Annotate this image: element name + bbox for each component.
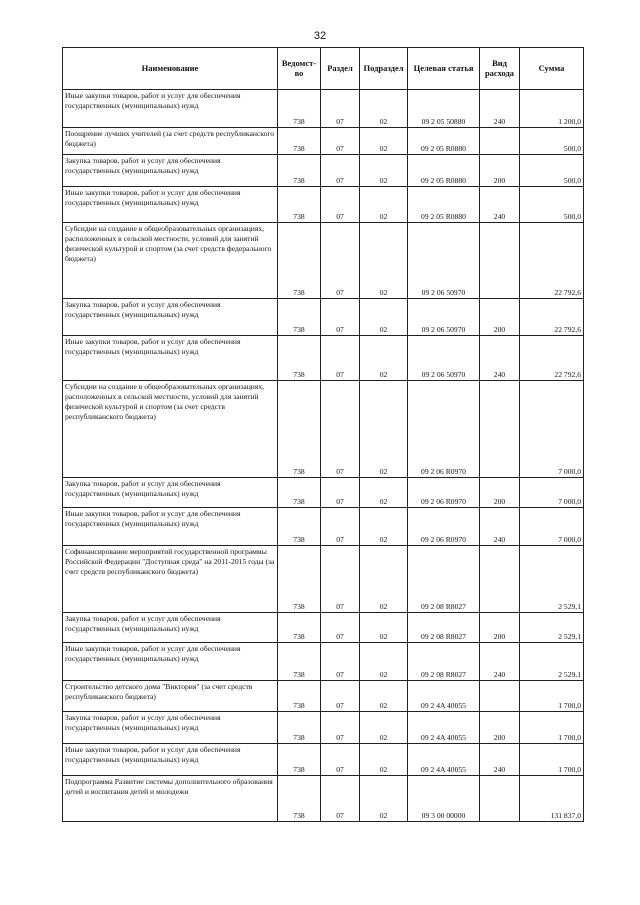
- table-row: [63, 744, 584, 776]
- row-sum: 1 700,0: [520, 744, 584, 776]
- row-sum: 7 000,0: [520, 381, 584, 478]
- row-subsection: 02: [360, 381, 408, 478]
- row-type: 200: [480, 299, 520, 336]
- row-dept: 738: [278, 223, 321, 299]
- row-dept: 738: [278, 381, 321, 478]
- row-section: 07: [321, 187, 360, 223]
- row-section: 07: [321, 744, 360, 776]
- row-type: [480, 381, 520, 478]
- header-name: Наименование: [63, 48, 278, 90]
- row-type: [480, 546, 520, 613]
- row-target: 09 3 00 00000: [408, 776, 480, 822]
- row-target: 09 2 06 50970: [408, 299, 480, 336]
- row-name: Иные закупки товаров, работ и услуг для обеспечения государственных (муниципальных) нужд: [63, 643, 278, 681]
- row-section: 07: [321, 508, 360, 546]
- row-subsection: 02: [360, 546, 408, 613]
- row-target: 09 2 06 50970: [408, 223, 480, 299]
- table-row: [63, 643, 584, 681]
- row-subsection: 02: [360, 478, 408, 508]
- row-dept: 738: [278, 299, 321, 336]
- row-type: 240: [480, 643, 520, 681]
- row-sum: 500,0: [520, 155, 584, 187]
- row-dept: 738: [278, 155, 321, 187]
- row-type: 200: [480, 478, 520, 508]
- row-name: Поощрение лучших учителей (за счет средств республиканского бюджета): [63, 128, 278, 155]
- row-dept: 738: [278, 712, 321, 744]
- row-sum: 7 000,0: [520, 508, 584, 546]
- row-name: Субсидии на создание в общеобразовательных организациях, расположенных в сельской местности, условий для занятий физической культурой и спортом (за счет средств федерального бюджета): [63, 223, 278, 299]
- table-row: [63, 223, 584, 299]
- row-type: 200: [480, 155, 520, 187]
- row-section: 07: [321, 155, 360, 187]
- row-subsection: 02: [360, 712, 408, 744]
- row-target: 09 2 08 R8027: [408, 546, 480, 613]
- row-sum: 500,0: [520, 128, 584, 155]
- row-target: 09 2 06 R0970: [408, 478, 480, 508]
- row-type: [480, 128, 520, 155]
- table-row: [63, 155, 584, 187]
- header-section: Раздел: [321, 48, 360, 90]
- row-target: 09 2 06 R0970: [408, 508, 480, 546]
- row-name: Закупка товаров, работ и услуг для обеспечения государственных (муниципальных) нужд: [63, 155, 278, 187]
- row-name: Иные закупки товаров, работ и услуг для обеспечения государственных (муниципальных) нужд: [63, 90, 278, 128]
- row-target: 09 2 06 50970: [408, 336, 480, 381]
- table-row: [63, 681, 584, 712]
- row-sum: 22 792,6: [520, 299, 584, 336]
- row-dept: 738: [278, 546, 321, 613]
- row-subsection: 02: [360, 336, 408, 381]
- row-name: Закупка товаров, работ и услуг для обеспечения государственных (муниципальных) нужд: [63, 478, 278, 508]
- table-row: [63, 187, 584, 223]
- row-type: 200: [480, 613, 520, 643]
- row-sum: 1 700,0: [520, 712, 584, 744]
- header-dept: Ведомст-во: [278, 48, 321, 90]
- row-target: 09 2 4A 40055: [408, 712, 480, 744]
- row-sum: 1 700,0: [520, 681, 584, 712]
- row-subsection: 02: [360, 128, 408, 155]
- row-type: [480, 223, 520, 299]
- row-subsection: 02: [360, 744, 408, 776]
- table-row: [63, 478, 584, 508]
- row-section: 07: [321, 643, 360, 681]
- row-subsection: 02: [360, 508, 408, 546]
- row-section: 07: [321, 712, 360, 744]
- table-row: [63, 613, 584, 643]
- row-name: Иные закупки товаров, работ и услуг для обеспечения государственных (муниципальных) нужд: [63, 744, 278, 776]
- table-row: [63, 776, 584, 822]
- header-subsection: Подраздел: [360, 48, 408, 90]
- header-sum: Сумма: [520, 48, 584, 90]
- row-subsection: 02: [360, 613, 408, 643]
- row-name: Закупка товаров, работ и услуг для обеспечения государственных (муниципальных) нужд: [63, 299, 278, 336]
- row-name: Софинансирование мероприятий государственной программы Российской Федерации "Доступная среда" на 2011-2015 годы (за счет средств республиканского бюджета): [63, 546, 278, 613]
- row-subsection: 02: [360, 643, 408, 681]
- row-dept: 738: [278, 776, 321, 822]
- row-type: 240: [480, 508, 520, 546]
- row-dept: 738: [278, 643, 321, 681]
- row-sum: 500,0: [520, 187, 584, 223]
- row-target: 09 2 05 50880: [408, 90, 480, 128]
- row-dept: 738: [278, 613, 321, 643]
- row-type: 240: [480, 744, 520, 776]
- row-sum: 22 792,6: [520, 223, 584, 299]
- table-row: [63, 90, 584, 128]
- row-sum: 2 529,1: [520, 546, 584, 613]
- budget-table: [62, 47, 584, 822]
- table-row: [63, 508, 584, 546]
- row-target: 09 2 08 R8027: [408, 613, 480, 643]
- row-name: Иные закупки товаров, работ и услуг для обеспечения государственных (муниципальных) нужд: [63, 508, 278, 546]
- row-section: 07: [321, 336, 360, 381]
- row-subsection: 02: [360, 299, 408, 336]
- row-type: 200: [480, 712, 520, 744]
- row-subsection: 02: [360, 90, 408, 128]
- row-sum: 1 200,0: [520, 90, 584, 128]
- row-section: 07: [321, 90, 360, 128]
- row-sum: 7 000,0: [520, 478, 584, 508]
- row-type: [480, 776, 520, 822]
- row-name: Закупка товаров, работ и услуг для обеспечения государственных (муниципальных) нужд: [63, 613, 278, 643]
- table-header-row: [63, 48, 584, 90]
- table-row: [63, 128, 584, 155]
- row-dept: 738: [278, 681, 321, 712]
- row-section: 07: [321, 613, 360, 643]
- row-dept: 738: [278, 336, 321, 381]
- row-section: 07: [321, 128, 360, 155]
- row-name: Закупка товаров, работ и услуг для обеспечения государственных (муниципальных) нужд: [63, 712, 278, 744]
- page-number: 32: [313, 30, 327, 42]
- table-row: [63, 381, 584, 478]
- row-subsection: 02: [360, 223, 408, 299]
- table-row: [63, 546, 584, 613]
- row-section: 07: [321, 381, 360, 478]
- row-name: Строительство детского дома "Виктория" (за счет средств республиканского бюджета): [63, 681, 278, 712]
- row-sum: 131 837,0: [520, 776, 584, 822]
- row-sum: 2 529,1: [520, 613, 584, 643]
- row-target: 09 2 08 R8027: [408, 643, 480, 681]
- row-dept: 738: [278, 90, 321, 128]
- row-name: Иные закупки товаров, работ и услуг для обеспечения государственных (муниципальных) нужд: [63, 187, 278, 223]
- row-subsection: 02: [360, 155, 408, 187]
- row-dept: 738: [278, 128, 321, 155]
- row-target: 09 2 05 R0880: [408, 155, 480, 187]
- row-name: Субсидии на создание в общеобразовательных организациях, расположенных в сельской местности, условий для занятий физической культурой и спортом (за счет средств республиканского бюджета): [63, 381, 278, 478]
- table-row: [63, 336, 584, 381]
- row-name: Подпрограмма Развитие системы дополнительного образования детей и воспитания детей и молодежи: [63, 776, 278, 822]
- row-target: 09 2 05 R0880: [408, 128, 480, 155]
- row-name: Иные закупки товаров, работ и услуг для обеспечения государственных (муниципальных) нужд: [63, 336, 278, 381]
- row-target: 09 2 06 R0970: [408, 381, 480, 478]
- row-target: 09 2 05 R0880: [408, 187, 480, 223]
- row-section: 07: [321, 223, 360, 299]
- row-type: 240: [480, 336, 520, 381]
- row-section: 07: [321, 546, 360, 613]
- row-dept: 738: [278, 187, 321, 223]
- row-type: 240: [480, 90, 520, 128]
- row-sum: 2 529,1: [520, 643, 584, 681]
- table-row: [63, 712, 584, 744]
- row-type: [480, 681, 520, 712]
- header-type: Вид расхода: [480, 48, 520, 90]
- row-target: 09 2 4A 40055: [408, 681, 480, 712]
- row-subsection: 02: [360, 187, 408, 223]
- row-section: 07: [321, 478, 360, 508]
- row-subsection: 02: [360, 776, 408, 822]
- table-row: [63, 299, 584, 336]
- row-type: 240: [480, 187, 520, 223]
- row-subsection: 02: [360, 681, 408, 712]
- row-section: 07: [321, 681, 360, 712]
- row-dept: 738: [278, 744, 321, 776]
- row-sum: 22 792,6: [520, 336, 584, 381]
- row-target: 09 2 4A 40055: [408, 744, 480, 776]
- row-section: 07: [321, 776, 360, 822]
- row-dept: 738: [278, 478, 321, 508]
- header-target: Целевая статья: [408, 48, 480, 90]
- row-dept: 738: [278, 508, 321, 546]
- row-section: 07: [321, 299, 360, 336]
